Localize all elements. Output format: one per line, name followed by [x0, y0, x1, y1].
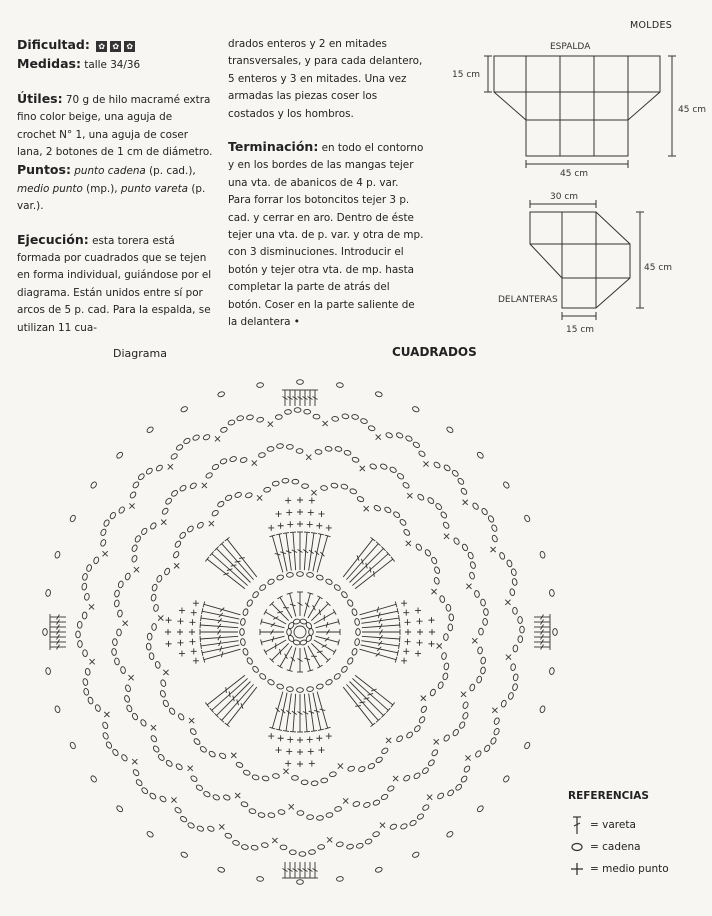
delanteras-label: DELANTERAS: [498, 295, 558, 305]
measures-label: Medidas:: [17, 56, 81, 72]
vareta-text: = vareta: [590, 819, 636, 831]
ejecucion-label: Ejecución:: [17, 231, 89, 247]
difficulty-icon: ✿: [96, 41, 107, 52]
puntos-text: punto vareta: [120, 182, 189, 195]
legend-cadena: [568, 836, 708, 858]
espalda-label: ESPALDA: [550, 42, 591, 52]
continuation-paragraph: drados enteros y 2 en mitades transversales, y para cada delantero, 5 enteros y 3 en mitades. Una vez armadas las piezas coser los costados y los hombros.: [228, 38, 423, 120]
espalda-bottom-measure: 45 cm: [560, 169, 589, 179]
medio-punto-text: = medio punto: [590, 863, 669, 875]
legend-vareta: [568, 814, 708, 836]
puntos-text: medio punto: [17, 182, 83, 195]
difficulty-line: [17, 36, 213, 55]
legend-medio-punto: [568, 858, 708, 880]
moldes-title: MOLDES: [630, 20, 673, 31]
cadena-icon: [568, 836, 590, 858]
instructions-middle-column: [228, 36, 424, 343]
ejecucion-paragraph: [17, 231, 213, 337]
difficulty-icon: ✿: [110, 41, 121, 52]
terminacion-text: en todo el contorno y en los bordes de las mangas tejer una vta. de abanicos de 4 p. var. Para forrar los botoncitos tejer 3 p. cad. y cerrar en aro. Dentro de éste tejer una vta. de p. var. y otra de mp. con 3 disminuciones. Introducir el botón y tejer otra vta. de mp. hasta completar la parte de atrás del botón. Coser en la parte saliente de la delantera •: [228, 142, 424, 329]
diagram-label: Diagrama: [113, 347, 167, 360]
utiles-paragraph: [17, 90, 213, 216]
puntos-text: (mp.),: [82, 182, 121, 195]
espalda-top-measure: 15 cm: [452, 70, 481, 80]
puntos-text: (p. cad.),: [145, 165, 196, 178]
utiles-text: 70 g de hilo macramé extra fino color beige, una aguja de crochet N° 1, una aguja de coser lana, 2 botones de 1 cm de diámetro.: [17, 93, 213, 159]
puntos-label: Puntos:: [17, 162, 71, 178]
crochet-diagram: [30, 360, 590, 908]
difficulty-label: Dificultad:: [17, 37, 90, 52]
espalda-right-measure: 45 cm: [678, 105, 707, 115]
terminacion-paragraph: [228, 138, 424, 331]
instructions-left-column: [17, 36, 213, 348]
delanteras-right-measure: 45 cm: [644, 263, 673, 273]
cadena-text: = cadena: [590, 841, 641, 853]
delanteras-bottom-measure: 15 cm: [566, 325, 595, 335]
vareta-icon: [568, 814, 590, 836]
espalda-shape: [494, 56, 660, 156]
medio-punto-icon: [568, 858, 590, 880]
moldes-patterns: [440, 30, 710, 340]
ejecucion-text: esta torera está formada por cuadrados que se tejen en forma individual, guiándose por el diagrama. Están unidos entre sí por arcos de 5 p. cad. Para la espalda, se utilizan 11 cua-: [17, 234, 212, 334]
measures-line: [17, 55, 213, 74]
diagram-title: CUADRADOS: [392, 345, 477, 359]
puntos-text: (p. var.).: [17, 182, 206, 213]
terminacion-label: Terminación:: [228, 139, 319, 155]
difficulty-rating: [93, 40, 135, 52]
referencias-panel: [568, 790, 708, 880]
utiles-label: Útiles:: [17, 90, 63, 106]
measures-value: talle 34/36: [80, 59, 141, 72]
difficulty-icon: ✿: [124, 41, 135, 52]
referencias-title: REFERENCIAS: [568, 790, 649, 802]
delanteras-shape: [530, 212, 630, 308]
puntos-text: punto cadena: [70, 165, 146, 178]
delanteras-top-measure: 30 cm: [550, 192, 579, 202]
